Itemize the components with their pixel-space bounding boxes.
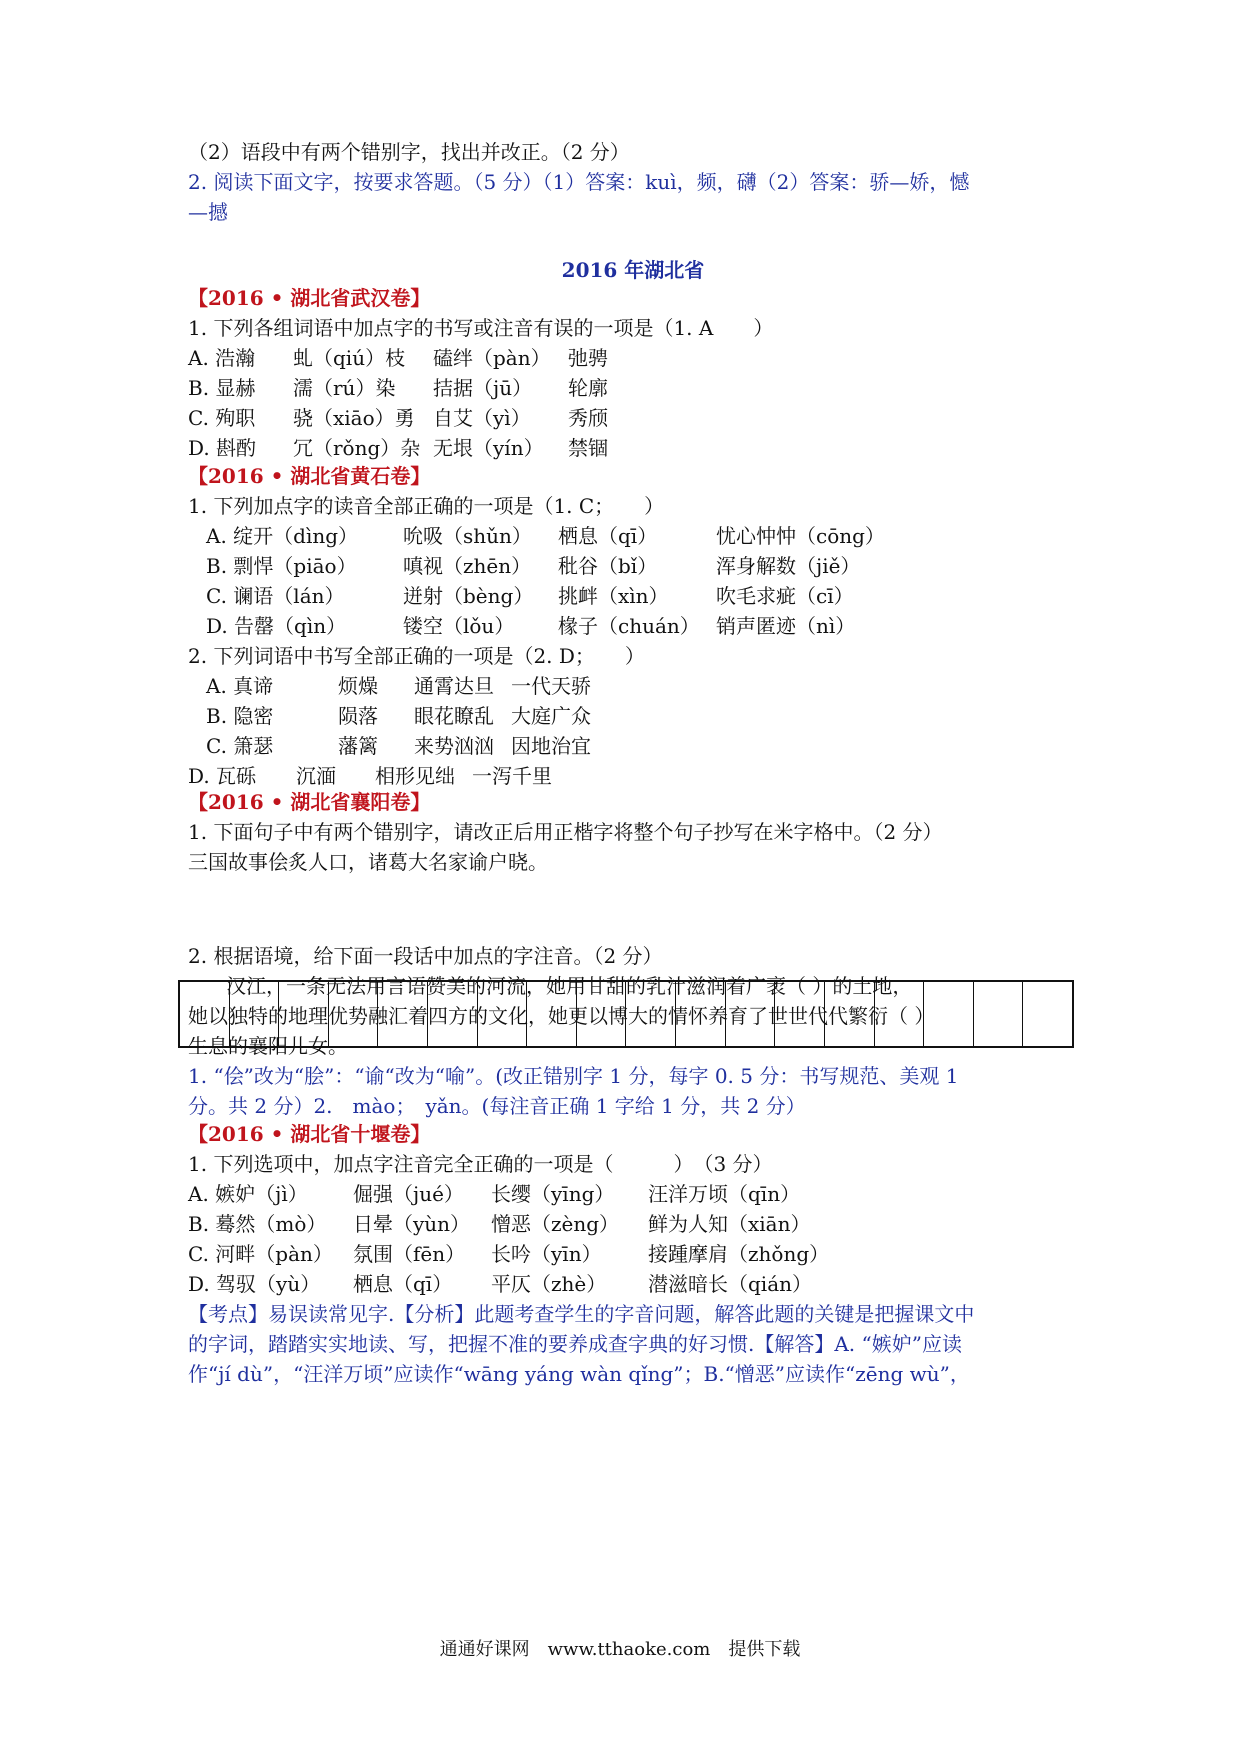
option-cell: 挑衅（xìn） <box>558 584 669 608</box>
option-cell: 吮吸（shǔn） <box>403 524 532 548</box>
section-header-wuhan: 【2016 • 湖北省武汉卷】 <box>188 286 431 310</box>
option-cell: 拮据（jū） <box>433 376 533 400</box>
option-cell: 平仄（zhè） <box>491 1272 607 1296</box>
option-cell: 镂空（lǒu） <box>403 614 515 638</box>
option-cell: D. 告罄（qìn） <box>206 614 347 638</box>
question-text: （2）语段中有两个错别字，找出并改正。（2 分） <box>188 140 630 164</box>
paragraph-text: 生息的襄阳儿女。 <box>188 1034 348 1058</box>
option-cell: 鲜为人知（xiān） <box>648 1212 811 1236</box>
option-cell: 接踵摩肩（zhǒng） <box>648 1242 830 1266</box>
option-cell: A. 真谛 <box>206 674 274 698</box>
option-cell: 浑身解数（jiě） <box>716 554 861 578</box>
option-cell: A. 嫉妒（jì） <box>188 1182 308 1206</box>
section-title: 2016 年湖北省 <box>561 258 705 282</box>
option-cell: 来势汹汹 <box>414 734 494 758</box>
option-cell: 藩篱 <box>338 734 378 758</box>
option-cell: 一泻千里 <box>472 764 552 788</box>
option-cell: 栖息（qī） <box>558 524 658 548</box>
option-cell: 长吟（yīn） <box>491 1242 602 1266</box>
option-cell: C. 殉职 <box>188 406 256 430</box>
option-cell: B. 隐密 <box>206 704 274 728</box>
option-cell: 通霄达旦 <box>414 674 494 698</box>
option-cell: A. 绽开（dìng） <box>206 524 359 548</box>
explanation-text: 作“jí dù”，“汪洋万顷”应读作“wāng yáng wàn qǐng”；B.“憎恶”应读作“zēng wù”， <box>188 1362 970 1386</box>
question-text: 1. 下面句子中有两个错别字，请改正后用正楷字将整个句子抄写在米字格中。（2 分） <box>188 820 943 844</box>
sentence-text: 三国故事侩炙人口，诸葛大名家谕户晓。 <box>188 850 548 874</box>
option-cell: 忧心忡忡（cōng） <box>716 524 885 548</box>
paragraph-text: 汉江，一条无法用言语赞美的河流，她用甘甜的乳汁滋润着广袤（ ）的土地， <box>226 974 913 998</box>
paragraph-text: 她以独特的地理优势融汇着四方的文化，她更以博大的情怀养育了世世代代繁衍（ ） <box>188 1004 935 1028</box>
option-cell: 汪洋万顷（qīn） <box>648 1182 801 1206</box>
option-cell: 因地治宜 <box>511 734 591 758</box>
explanation-text: 的字词，踏踏实实地读、写，把握不准的要养成查字典的好习惯.【解答】A. “嫉妒”应读 <box>188 1332 962 1356</box>
answer-text-cont: 分。共 2 分）2. mào； yǎn。(每注音正确 1 字给 1 分，共 2 分） <box>188 1094 806 1118</box>
option-cell: 长缨（yīng） <box>491 1182 615 1206</box>
option-cell: B. 蓦然（mò） <box>188 1212 327 1236</box>
page-footer: 通通好课网 www.tthaoke.com 提供下载 <box>439 1639 801 1660</box>
option-cell: 吹毛求疵（cī） <box>716 584 854 608</box>
answer-text: 1. “侩”改为“脍”：“谕“改为“喻”。(改正错别字 1 分，每字 0. 5 分：书写规范、美观 1 <box>188 1064 959 1088</box>
option-cell: 潜滋暗长（qián） <box>648 1272 813 1296</box>
question-text: 2. 下列词语中书写全部正确的一项是（2. D； ） <box>188 644 645 668</box>
option-cell: 嗔视（zhēn） <box>403 554 532 578</box>
option-cell: D. 瓦砾 <box>188 764 257 788</box>
option-cell: A. 浩瀚 <box>188 346 256 370</box>
option-cell: 销声匿迹（nì） <box>716 614 856 638</box>
question-text: 1. 下列加点字的读音全部正确的一项是（1. C； ） <box>188 494 665 518</box>
option-cell: 大庭广众 <box>511 704 591 728</box>
section-header-shiyan: 【2016 • 湖北省十堰卷】 <box>188 1122 431 1146</box>
option-cell: 迸射（bèng） <box>403 584 534 608</box>
answer-text: 2. 阅读下面文字，按要求答题。（5 分）（1）答案：kuì，频，礴（2）答案：骄—娇，憾 <box>188 170 970 194</box>
option-cell: D. 驾驭（yù） <box>188 1272 321 1296</box>
option-cell: 倔强（jué） <box>353 1182 464 1206</box>
section-header-huangshi: 【2016 • 湖北省黄石卷】 <box>188 464 431 488</box>
option-cell: 憎恶（zèng） <box>491 1212 620 1236</box>
answer-text-cont: —撼 <box>188 200 228 224</box>
option-cell: C. 河畔（pàn） <box>188 1242 333 1266</box>
explanation-text: 【考点】易误读常见字.【分析】此题考查学生的字音问题，解答此题的关键是把握课文中 <box>188 1302 975 1326</box>
option-cell: 无垠（yín） <box>433 436 544 460</box>
option-cell: 自艾（yì） <box>433 406 531 430</box>
option-cell: C. 箫瑟 <box>206 734 274 758</box>
option-cell: B. 剽悍（piāo） <box>206 554 357 578</box>
option-cell: 沉湎 <box>296 764 336 788</box>
section-header-xiangyang: 【2016 • 湖北省襄阳卷】 <box>188 790 431 814</box>
question-text: 2. 根据语境，给下面一段话中加点的字注音。（2 分） <box>188 944 663 968</box>
option-cell: B. 显赫 <box>188 376 256 400</box>
question-text: 1. 下列各组词语中加点字的书写或注音有误的一项是（1. A ） <box>188 316 774 340</box>
option-cell: 烦燥 <box>338 674 378 698</box>
option-cell: 禁锢 <box>568 436 608 460</box>
grid-cell <box>974 982 1024 1046</box>
option-cell: 栖息（qī） <box>353 1272 453 1296</box>
option-cell: 氛围（fēn） <box>353 1242 466 1266</box>
question-text: 1. 下列选项中，加点字注音完全正确的一项是（ ） （3 分） <box>188 1152 773 1176</box>
option-cell: 椽子（chuán） <box>558 614 700 638</box>
option-cell: 日晕（yùn） <box>353 1212 471 1236</box>
option-cell: 一代天骄 <box>511 674 591 698</box>
option-cell: 陨落 <box>338 704 378 728</box>
option-cell: 磕绊（pàn） <box>433 346 551 370</box>
option-cell: 虬（qiú）枝 <box>293 346 406 370</box>
option-cell: 骁（xiāo）勇 <box>293 406 415 430</box>
grid-cell <box>1023 982 1072 1046</box>
option-cell: 濡（rú）染 <box>293 376 396 400</box>
option-cell: 弛骋 <box>568 346 608 370</box>
option-cell: C. 谰语（lán） <box>206 584 345 608</box>
option-cell: 冗（rǒng）杂 <box>293 436 421 460</box>
option-cell: 秀颀 <box>568 406 608 430</box>
option-cell: 相形见绌 <box>375 764 455 788</box>
option-cell: 眼花瞭乱 <box>414 704 494 728</box>
option-cell: 轮廓 <box>568 376 608 400</box>
option-cell: D. 斟酌 <box>188 436 257 460</box>
option-cell: 秕谷（bǐ） <box>558 554 658 578</box>
